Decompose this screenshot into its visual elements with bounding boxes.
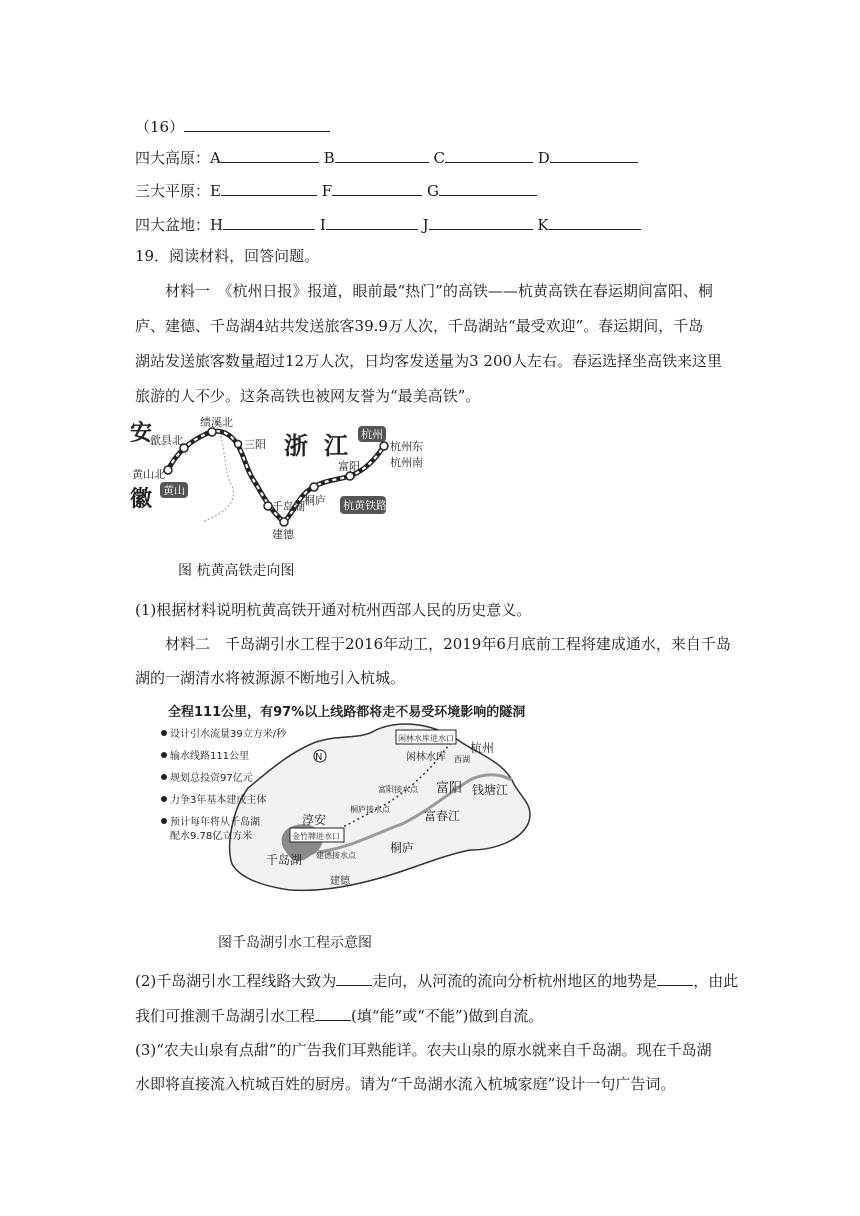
label-fuyang: 富阳 — [338, 460, 360, 473]
station-fuyang-marker — [346, 472, 354, 480]
plateau-b-blank[interactable] — [335, 146, 429, 163]
label-jinzhupai-intake: 金竹牌进水口 — [292, 832, 340, 841]
basin-h-blank[interactable] — [223, 213, 315, 230]
station-jiande-marker — [280, 518, 288, 526]
qiandaohu-water-diversion-map — [140, 700, 586, 902]
q2-terrain-blank[interactable] — [657, 969, 693, 986]
map2-caption: 图千岛湖引水工程示意图 — [218, 935, 372, 951]
badge-hangzhou: 杭州 — [361, 428, 383, 441]
plain-e-blank[interactable] — [221, 179, 317, 196]
map2-bullet-4: 力争3年基本建成主体 — [170, 795, 267, 806]
plain-g-blank[interactable] — [439, 179, 537, 196]
hanghuang-railway-map — [128, 414, 423, 542]
map2-bullet-5: 预计每年将从千岛湖 — [170, 817, 260, 828]
plains-label: 三大平原： — [135, 182, 211, 200]
label-fuchunjiang: 富春江 — [424, 809, 461, 823]
label-jiande: 建德 — [272, 528, 294, 541]
province-hui: 徽 — [130, 487, 153, 512]
label-qiandaohu: 千岛湖 — [272, 500, 305, 513]
label-xianlin-intake: 闲林水库进水口 — [398, 734, 454, 743]
q2-line2-part-2: (填“能”或“不能”)做到自流。 — [351, 1007, 544, 1025]
question-19-title: 19．阅读材料，回答问题。 — [135, 247, 320, 265]
badge-huangshan: 黄山 — [163, 484, 185, 497]
label-hangzhou: 杭州 — [470, 741, 495, 755]
province-jiang: 江 — [324, 432, 348, 460]
plateau-a-label: A — [210, 149, 221, 167]
question-3-line-2: 水即将直接流入杭城百姓的厨房。请为“千岛湖水流入杭城家庭”设计一句广告词。 — [135, 1075, 676, 1093]
question-2-line-2 — [135, 1004, 543, 1026]
plateau-c-label: C — [433, 149, 445, 167]
plain-f-blank[interactable] — [332, 179, 422, 196]
material1-line-2: 庐、建德、千岛湖4站共发送旅客39.9万人次，千岛湖站“最受欢迎”。春运期间，千岛 — [135, 317, 704, 335]
province-zhe: 浙 — [284, 432, 308, 460]
plateaus-line — [135, 146, 638, 168]
station-huangshanbei-marker — [164, 466, 172, 474]
plateau-d-blank[interactable] — [550, 146, 638, 163]
label-jiande: 建德 — [330, 876, 350, 887]
map2-headline: 全程111公里，有97%以上线路都将走不易受环境影响的隧洞 — [168, 705, 526, 720]
basins-line — [135, 213, 641, 235]
label-tonglu: 桐庐 — [390, 841, 415, 855]
q16-label: （16） — [135, 118, 185, 136]
basins-label: 四大盆地： — [135, 216, 211, 234]
q2-gravity-flow-blank[interactable] — [315, 1004, 351, 1021]
basin-k-label: K — [537, 216, 549, 234]
label-jiande-intake: 建德接水点 — [316, 851, 356, 860]
material2-line-1: 材料二 千岛湖引水工程于2016年动工，2019年6月底前工程将建成通水，来自千岛 — [165, 635, 731, 653]
label-qiandaohu: 千岛湖 — [266, 853, 303, 867]
station-tonglu-marker — [310, 483, 318, 491]
station-qiandaohu-marker — [264, 502, 272, 510]
map2-bullet-6: 配水9.78亿立方米 — [170, 831, 253, 842]
station-hangzhoudong-marker — [380, 442, 388, 450]
label-qiantangjiang: 钱塘江 — [472, 783, 509, 797]
q2-line2-part-1: 我们可推测千岛湖引水工程 — [135, 1007, 316, 1025]
label-jixibei: 绩溪北 — [200, 416, 233, 429]
plain-g-label: G — [426, 182, 439, 200]
basin-j-label: J — [422, 216, 429, 234]
label-shexianbei: 歙县北 — [150, 434, 183, 447]
plains-line — [135, 179, 537, 201]
label-hangzhounan: 杭州南 — [390, 456, 423, 469]
label-sanyang: 三阳 — [244, 438, 266, 451]
label-xihu: 西湖 — [454, 755, 470, 764]
label-chunan: 淳安 — [302, 813, 327, 827]
basin-i-blank[interactable] — [326, 213, 418, 230]
basin-k-blank[interactable] — [549, 213, 641, 230]
question-3-line-1: (3)“农夫山泉有点甜”的广告我们耳熟能详。农夫山泉的原水就来自千岛湖。现在千岛湖 — [135, 1041, 712, 1059]
q16-line — [135, 115, 330, 137]
plateau-c-blank[interactable] — [445, 146, 533, 163]
plateaus-label: 四大高原： — [135, 149, 211, 167]
station-jixibei-marker — [208, 428, 216, 436]
plain-f-label: F — [321, 182, 333, 200]
basin-j-blank[interactable] — [429, 213, 533, 230]
plateau-a-blank[interactable] — [221, 146, 319, 163]
material2-line-2: 湖的一湖清水将被源源不断地引入杭城。 — [135, 669, 406, 687]
q2-part-2: 走向，从河流的流向分析杭州地区的地势是 — [372, 972, 658, 990]
plateau-b-label: B — [323, 149, 335, 167]
q2-part-1: (2)千岛湖引水工程线路大致为 — [135, 972, 337, 990]
question-1: (1)根据材料说明杭黄高铁开通对杭州西部人民的历史意义。 — [135, 601, 532, 619]
q2-direction-blank[interactable] — [336, 969, 372, 986]
label-tonglu: 桐庐 — [304, 494, 326, 507]
map2-bullet-1: 设计引水流量39立方米/秒 — [170, 729, 287, 740]
label-huangshanbei: 黄山北 — [132, 468, 165, 481]
material1-line-3: 湖站发送旅客数量超过12万人次，日均客发送量为3 200人左右。春运选择坐高铁来这里 — [135, 352, 723, 370]
badge-railway-name: 杭黄铁路 — [343, 499, 387, 512]
material1-line-4: 旅游的人不少。这条高铁也被网友誉为“最美高铁”。 — [135, 387, 481, 405]
basin-h-label: H — [210, 216, 224, 234]
map2-bullet-2: 输水线路111公里 — [170, 751, 250, 762]
label-fuyang-intake: 富阳接水点 — [378, 785, 418, 794]
label-hangzhoudong: 杭州东 — [390, 440, 423, 453]
label-fuyang: 富阳 — [436, 781, 463, 796]
question-2-line-1 — [135, 969, 738, 991]
plain-e-label: E — [210, 182, 221, 200]
map1-caption: 图 杭黄高铁走向图 — [178, 563, 295, 579]
province-an: 安 — [130, 421, 153, 446]
map2-bullet-3: 规划总投资97亿元 — [170, 773, 253, 784]
basin-i-label: I — [319, 216, 326, 234]
q16-answer-blank[interactable] — [184, 115, 330, 132]
label-xianlin-reservoir: 闲林水库 — [406, 752, 446, 763]
plateau-d-label: D — [537, 149, 550, 167]
q2-part-3: ，由此 — [693, 972, 739, 990]
north-arrow: N — [315, 752, 323, 763]
station-sanyang-marker — [235, 441, 242, 448]
material1-line-1: 材料一 《杭州日报》报道，眼前最“热门”的高铁——杭黄高铁在春运期间富阳、桐 — [165, 282, 713, 300]
label-tonglu-intake: 桐庐接水点 — [350, 805, 390, 814]
